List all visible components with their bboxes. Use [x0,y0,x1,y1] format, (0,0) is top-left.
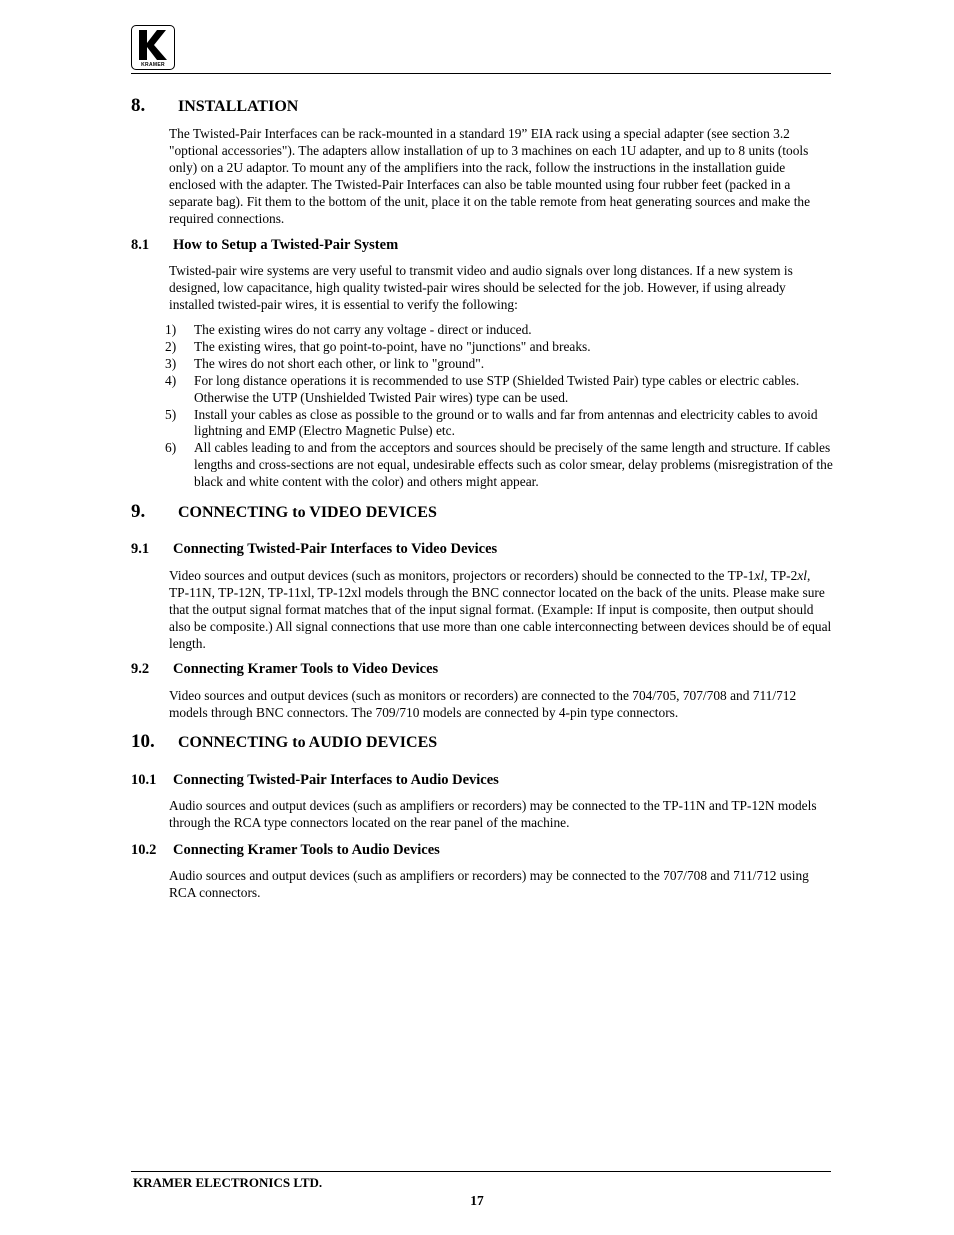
list-item-number: 4) [165,372,177,388]
subsection-title: Connecting Kramer Tools to Audio Devices [173,842,440,858]
subsection-number: 8.1 [131,237,150,253]
list-item-number: 1) [165,322,177,337]
footer-company: KRAMER ELECTRONICS LTD. [133,1175,323,1190]
list-item [131,373,833,407]
logo-text: KRAMER [141,62,165,68]
list-item-text: The existing wires do not carry any voltage - direct or induced. [194,322,532,337]
paragraph-text: , TP-2 [764,568,798,583]
list-item-number: 5) [165,406,177,422]
subsection-title: Connecting Twisted-Pair Interfaces to Video Devices [173,541,498,557]
subsection-number: 9.2 [131,661,150,677]
paragraph-text: , TP-11N, TP-12N, TP-11xl, TP-12xl models through the BNC connector located on the back of the units. Please make sure that the output signal format matches that of the input signal format. (Example: If input is composite, then output should also be composite.) All signal connections that use more than one cable interconnecting between devices should be of equal length. [169,568,832,651]
paragraph-italic: xl [797,568,807,583]
list-item-text: For long distance operations it is recommended to use STP (Shielded Twisted Pair) type cables or electric cables. Otherwise the UTP (Unshielded Twisted Pair wires) type can be used. [194,372,800,405]
subsection-number: 9.1 [131,541,150,557]
setup-paragraph: Twisted-pair wire systems are very useful to transmit video and audio signals over long distances. If a new system is designed, low capacitance, high quality twisted-pair wires should be selected for the job. However, if using already installed twisted-pair wires, it is essential to verify the following: [169,263,793,312]
subsection-title: How to Setup a Twisted-Pair System [173,237,399,253]
video-tp-paragraph [169,568,833,653]
list-item-text: Install your cables as close as possible to the ground or to walls and far from antennas and electricity cables to avoid lightning and EMP (Electro Magnetic Pulse) etc. [194,406,818,439]
verification-list [131,322,833,491]
section-title: CONNECTING to VIDEO DEVICES [178,504,437,521]
list-item [131,356,833,373]
list-item [131,407,833,441]
section-number: 8. [131,95,146,116]
section-title: CONNECTING to AUDIO DEVICES [178,734,438,751]
installation-paragraph: The Twisted-Pair Interfaces can be rack-mounted in a standard 19” EIA rack using a special adapter (see section 3.2 "optional accessories"). The adapters allow installation of up to 3 machines on each 1U adapter, and up to 8 units (tools only) on a 2U adaptor. To mount any of the amplifiers into the rack, follow the instructions in the installation guide enclosed with the adapter. The Twisted-Pair Interfaces can also be table mounted using four rubber feet (packed in a separate bag). Fit them to the bottom of the unit, place it on the table remote from heat generating sources and make the required connections. [169,126,811,226]
page-number: 17 [470,1193,484,1208]
list-item-text: The existing wires, that go point-to-point, have no "junctions" and breaks. [194,338,591,354]
section-title: INSTALLATION [178,98,299,115]
list-item-number: 3) [165,355,177,371]
subsection-number: 10.2 [131,842,157,858]
audio-tools-paragraph: Audio sources and output devices (such as amplifiers or recorders) may be connected to the 707/708 and 711/712 using RCA connectors. [169,868,809,900]
section-number: 10. [131,731,155,752]
header-rule [131,73,831,74]
kramer-logo [131,25,175,70]
audio-tp-paragraph: Audio sources and output devices (such as amplifiers or recorders) may be connected to the TP-11N and TP-12N models through the RCA type connectors located on the rear panel of the machine. [169,798,817,830]
subsection-number: 10.1 [131,772,157,788]
list-item [131,440,833,491]
paragraph-text: Video sources and output devices (such as monitors, projectors or recorders) should be connected to the TP-1 [169,568,755,583]
footer-rule [131,1171,831,1172]
video-tools-paragraph: Video sources and output devices (such as monitors or recorders) are connected to the 704/705, 707/708 and 711/712 models through BNC connectors. The 709/710 models are connected by 4-pin type connectors. [169,688,797,720]
list-item [131,339,833,356]
section-number: 9. [131,501,146,522]
subsection-title: Connecting Twisted-Pair Interfaces to Audio Devices [173,772,499,788]
paragraph-italic: xl [754,568,765,583]
list-item-number: 2) [165,338,177,354]
list-item-text: All cables leading to and from the acceptors and sources should be precisely of the same length and structure. If cables lengths and cross-sections are not equal, undesirable effects such as color smear, delay problems (misregistration of the black and white content with the color) and others might appear. [194,440,833,490]
list-item [131,322,833,339]
subsection-title: Connecting Kramer Tools to Video Devices [173,661,439,677]
list-item-number: 6) [165,440,177,456]
list-item-text: The wires do not short each other, or link to "ground". [194,355,485,371]
